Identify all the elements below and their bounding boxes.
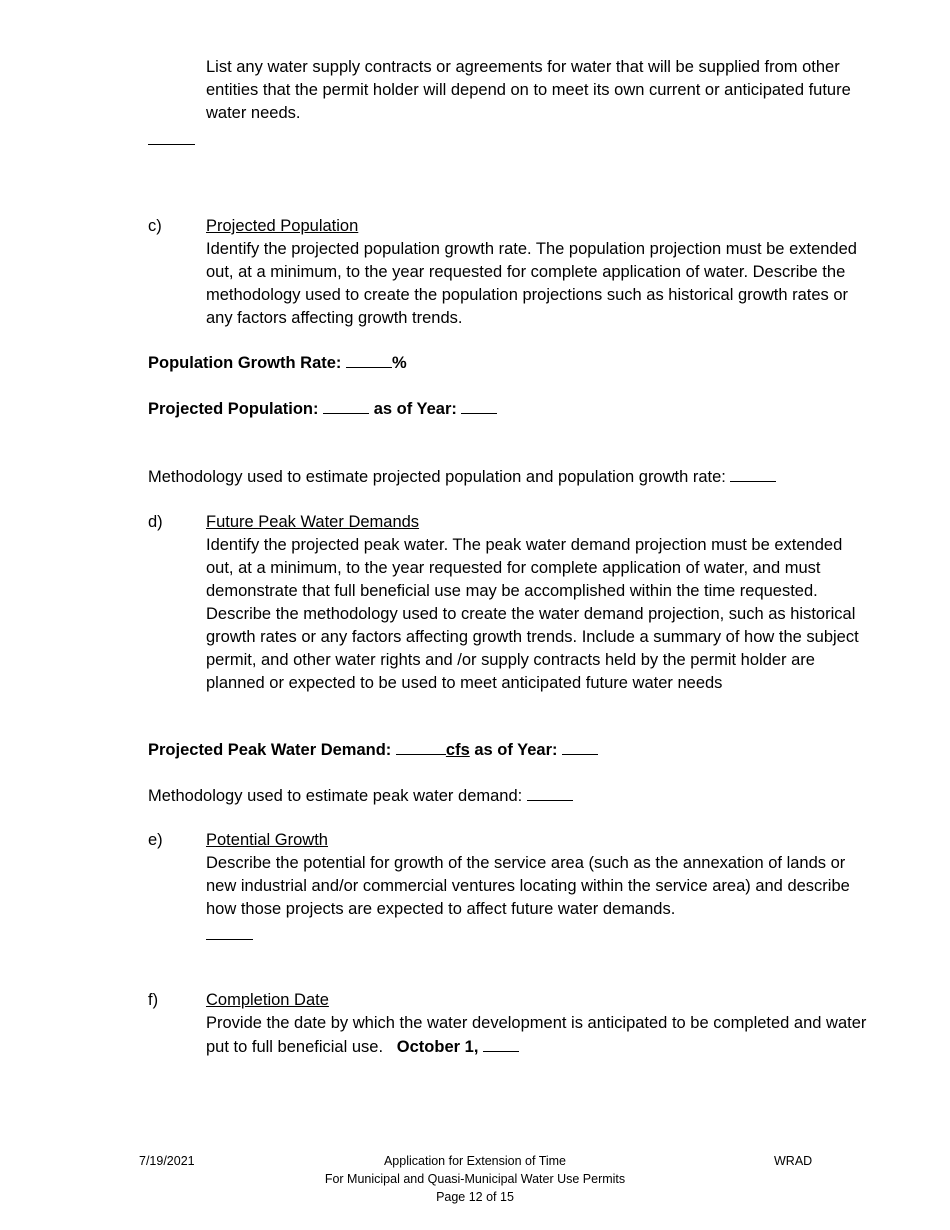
potential-growth-blank[interactable] bbox=[206, 939, 253, 940]
intro-paragraph: List any water supply contracts or agreements for water that will be supplied from other entities that the permit holder will depend on to meet its own current or anticipated future water needs. bbox=[206, 58, 851, 122]
population-growth-rate-blank[interactable] bbox=[346, 351, 392, 368]
peak-methodology-blank[interactable] bbox=[527, 784, 573, 801]
peak-methodology-label: Methodology used to estimate peak water demand: bbox=[148, 787, 523, 805]
footer-agency: WRAD bbox=[774, 1154, 813, 1168]
section-c-heading: Projected Population bbox=[206, 217, 359, 235]
population-growth-rate-label: Population Growth Rate: bbox=[148, 354, 342, 372]
completion-date-prefix: October 1, bbox=[396, 1038, 479, 1056]
peak-water-demand-unit: cfs bbox=[445, 741, 470, 759]
section-e-letter: e) bbox=[148, 831, 163, 849]
section-d-letter: d) bbox=[148, 513, 163, 531]
peak-methodology-row bbox=[148, 784, 573, 808]
projected-population-row bbox=[148, 397, 497, 421]
population-methodology-row bbox=[148, 465, 776, 489]
section-c-letter: c) bbox=[148, 217, 162, 235]
peak-water-demand-label: Projected Peak Water Demand: bbox=[148, 741, 392, 759]
footer-title-line2: For Municipal and Quasi-Municipal Water Use Permits bbox=[324, 1172, 626, 1186]
intro-answer-blank[interactable] bbox=[148, 144, 195, 145]
population-methodology-blank[interactable] bbox=[730, 465, 776, 482]
peak-water-demand-row bbox=[148, 738, 598, 762]
footer-page-number: Page 12 of 15 bbox=[436, 1190, 514, 1204]
section-f-heading: Completion Date bbox=[206, 991, 329, 1009]
section-e-body: Describe the potential for growth of the service area (such as the annexation of lands or new industrial and/or commercial ventures locating within the service area) and describe how those projects are expected to affect future water demands. bbox=[206, 854, 850, 918]
section-f-body-block bbox=[206, 1012, 871, 1059]
footer-title-line1: Application for Extension of Time bbox=[383, 1154, 567, 1168]
section-e-heading: Potential Growth bbox=[206, 831, 328, 849]
population-growth-rate-unit: % bbox=[392, 354, 407, 372]
section-d-body: Identify the projected peak water. The peak water demand projection must be extended out, at a minimum, to the year requested for complete application of water, and must demonstrate that full beneficial use may be accomplished within the time requested. Describe the methodology used to create the water demand projection, such as historical growth rates or any factors affecting growth trends. Include a summary of how the subject permit, and other water rights and /or supply contracts held by the permit holder are planned or expected to be used to meet anticipated future water needs bbox=[206, 536, 859, 692]
projected-population-year-blank[interactable] bbox=[461, 397, 497, 414]
projected-population-blank[interactable] bbox=[323, 397, 369, 414]
peak-water-demand-blank[interactable] bbox=[396, 738, 446, 755]
population-methodology-label: Methodology used to estimate projected population and population growth rate: bbox=[148, 468, 726, 486]
peak-water-demand-year-blank[interactable] bbox=[562, 738, 598, 755]
footer-title-block bbox=[275, 1152, 675, 1206]
population-growth-rate-row bbox=[148, 351, 407, 375]
projected-population-year-label: as of Year: bbox=[373, 400, 457, 418]
peak-water-demand-year-label: as of Year: bbox=[474, 741, 558, 759]
footer-date: 7/19/2021 bbox=[139, 1154, 195, 1168]
section-f-body: Provide the date by which the water development is anticipated to be completed and water put to full beneficial use. bbox=[206, 1014, 867, 1056]
section-c-body: Identify the projected population growth rate. The population projection must be extended out, at a minimum, to the year requested for complete application of water. Describe the methodology used to create the population projections such as historical growth rates or any factors affecting growth trends. bbox=[206, 240, 857, 327]
projected-population-label: Projected Population: bbox=[148, 400, 319, 418]
completion-year-blank[interactable] bbox=[483, 1035, 519, 1052]
section-d-heading: Future Peak Water Demands bbox=[206, 513, 420, 531]
section-f-letter: f) bbox=[148, 991, 159, 1009]
